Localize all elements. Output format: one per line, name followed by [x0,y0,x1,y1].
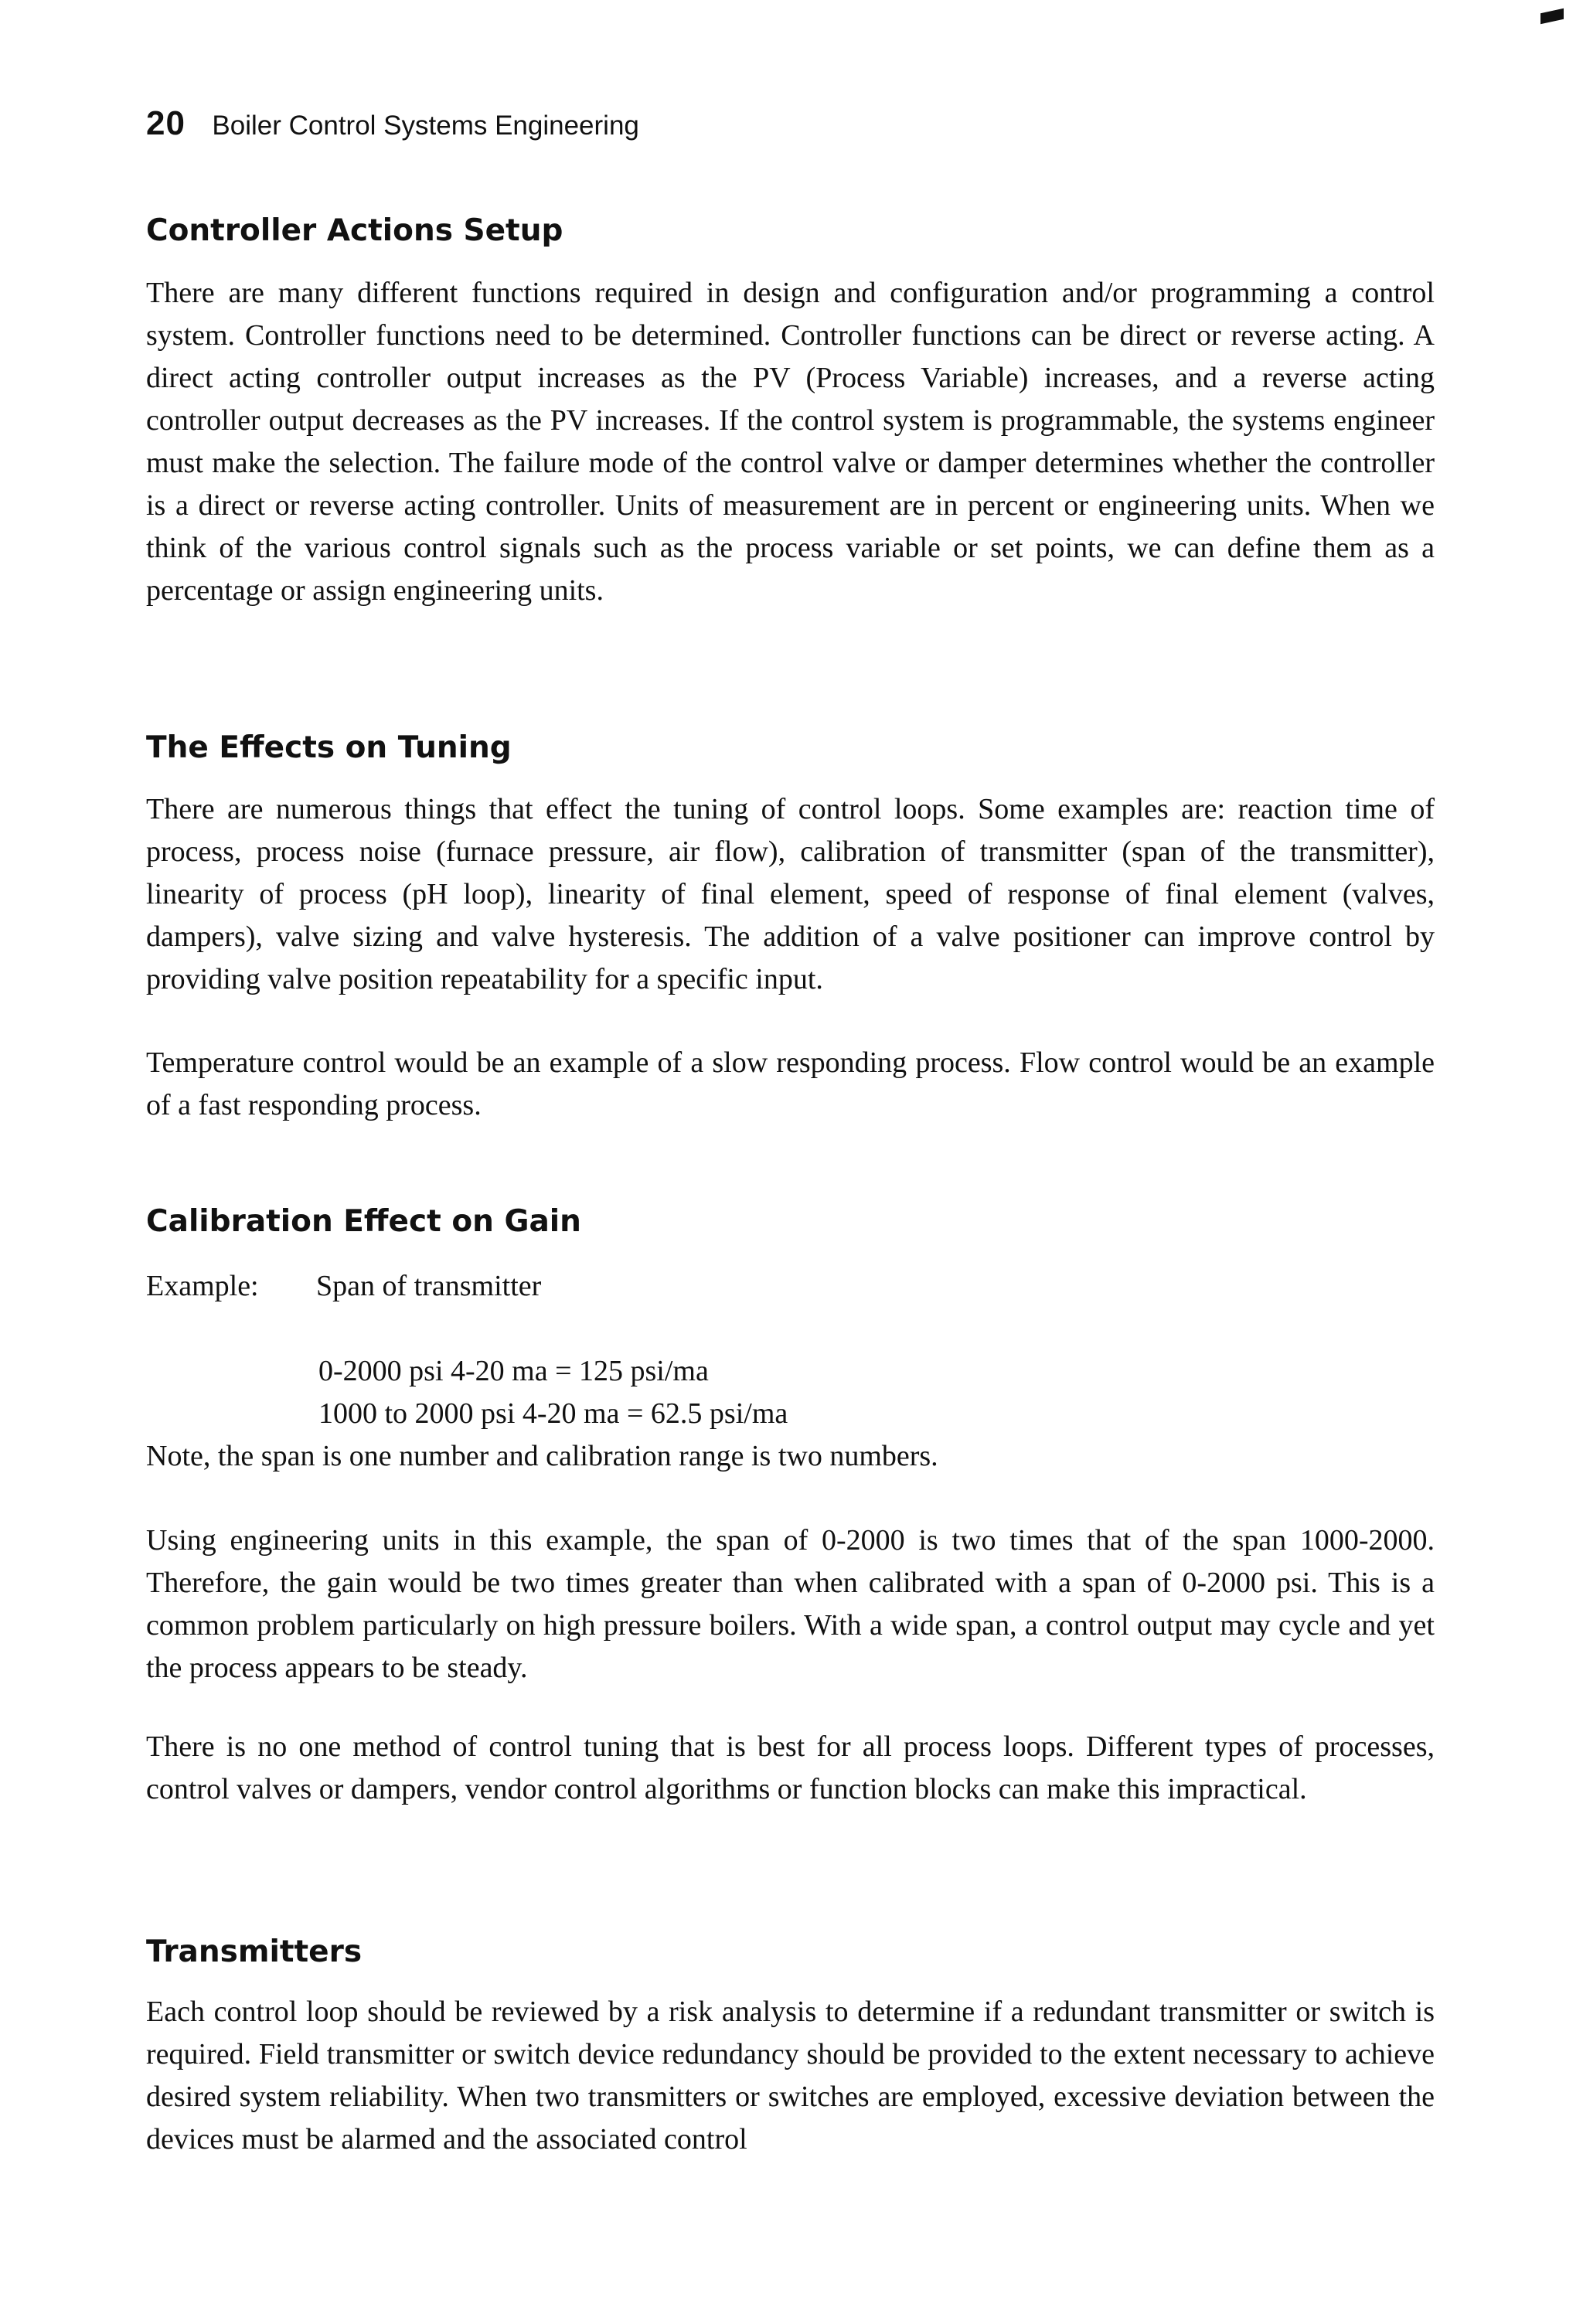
example-row [146,1265,541,1308]
paragraph-transmitters: Each control loop should be reviewed by a risk analysis to determine if a redundant transmitter or switch is required. Field transmitter or switch device redundancy should be provided to the extent necessary to achieve desired system reliability. When two transmitters or switches are employed, excessive deviation between the devices must be alarmed and the associated control [146,1996,1435,2156]
example-label: Example: [146,1270,259,1302]
example-value: Span of transmitter [316,1270,542,1302]
heading-calibration-effect-on-gain: Calibration Effect on Gain [146,1204,581,1239]
heading-transmitters: Transmitters [146,1934,363,1969]
paragraph-controller-actions: There are many different functions required in design and configuration and/or programming a control system. Controller functions need to be determined. Controller functions can be direct or reverse acting. A direct acting controller output increases as the PV (Process Variable) increases, and a reverse acting controller output decreases as the PV increases. If the control system is programmable, the systems engineer must make the selection. The failure mode of the control valve or damper determines whether the controller is a direct or reverse acting controller. Units of measurement are in percent or engineering units. When we think of the various control signals such as the process variable or set points, we can define them as a percentage or assign engineering units. [146,277,1435,607]
page-number: 20 [146,104,186,142]
paragraph-tuning-factors: There are numerous things that effect the tuning of control loops. Some examples are: reaction time of process, process noise (furnace pressure, air flow), calibration of transmitter (span of the transmitter), linearity of process (pH loop), linearity of final element, speed of response of final element (valves, dampers), valve sizing and valve hysteresis. The addition of a valve positioner can improve control by providing valve position repeatability for a specific input. [146,793,1435,995]
paragraph-tuning-methods: There is no one method of control tuning that is best for all process loops. Different types of processes, control valves or dampers, vendor control algorithms or function blocks can make this impractical. [146,1730,1435,1805]
paragraph-process-speed-examples: Temperature control would be an example of a slow responding process. Flow control would be an example of a fast responding process. [146,1046,1435,1121]
book-title: Boiler Control Systems Engineering [212,111,639,141]
running-head [146,104,639,143]
paragraph-engineering-units-span: Using engineering units in this example, the span of 0-2000 is two times that of the span 1000-2000. Therefore, the gain would be two times greater than when calibrated with a span of 0-2000 psi. This is a common problem particularly on high pressure boilers. With a wide span, a control output may cycle and yet the process appears to be steady. [146,1524,1435,1684]
note-span-vs-range: Note, the span is one number and calibration range is two numbers. [146,1440,938,1472]
formula-line-2: 1000 to 2000 psi 4-20 ma = 62.5 psi/ma [318,1397,788,1430]
formula-line-1: 0-2000 psi 4-20 ma = 125 psi/ma [318,1355,709,1387]
heading-controller-actions-setup: Controller Actions Setup [146,213,563,248]
heading-effects-on-tuning: The Effects on Tuning [146,730,512,765]
page-corner-mark [1540,9,1564,24]
